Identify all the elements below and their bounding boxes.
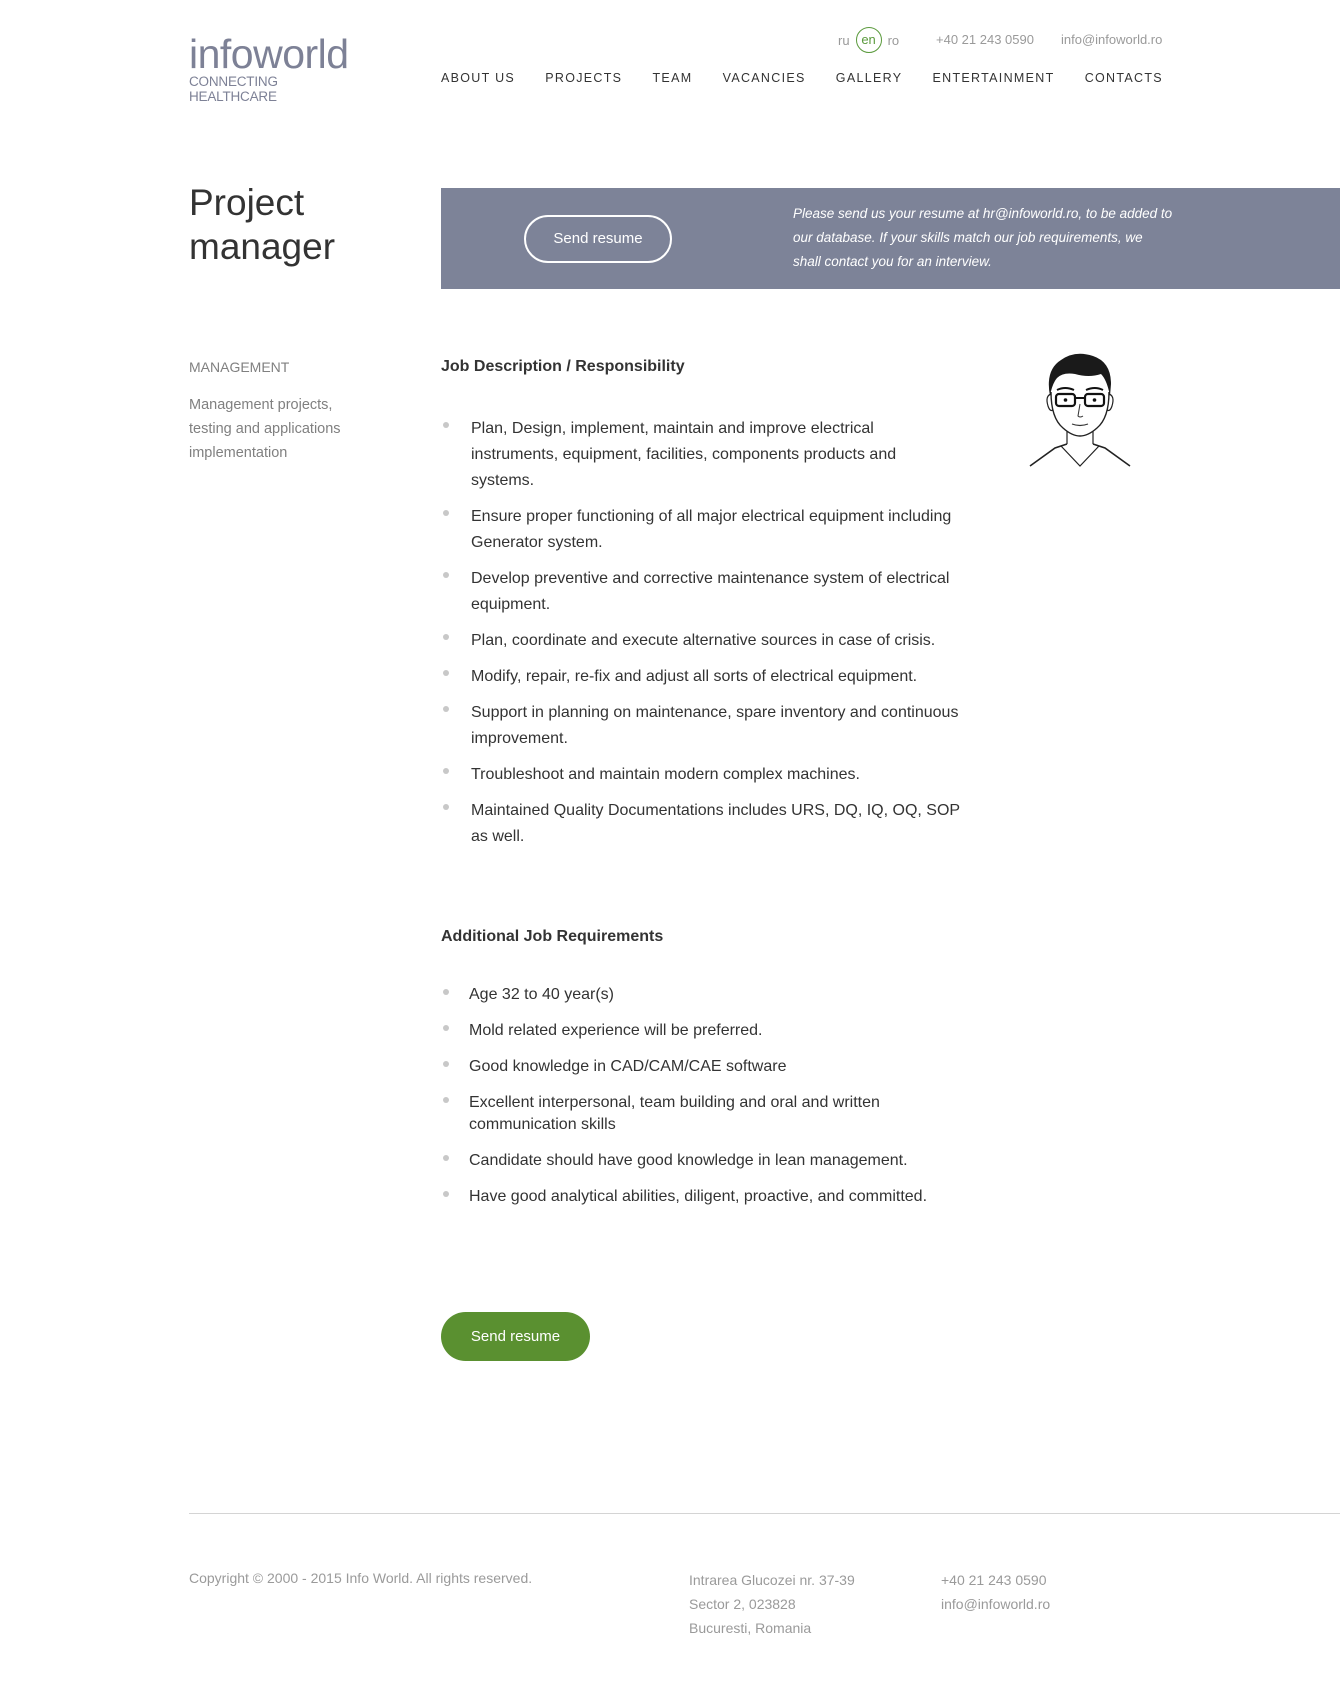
footer-phone[interactable]: +40 21 243 0590 (941, 1572, 1047, 1588)
list-item-text: Plan, Design, implement, maintain and improve electrical instruments, equipment, facilities, components products and systems. (471, 420, 897, 489)
logo[interactable] (189, 31, 359, 104)
list-item-text: Support in planning on maintenance, spare inventory and continuous improvement. (471, 704, 959, 747)
bullet-icon (443, 1155, 449, 1161)
nav-team[interactable]: TEAM (652, 71, 693, 85)
footer-email[interactable]: info@infoworld.ro (941, 1596, 1051, 1612)
list-item-text: Develop preventive and corrective maintenance system of electrical equipment. (471, 570, 950, 613)
list-item-text: Modify, repair, re-fix and adjust all sorts of electrical equipment. (471, 668, 918, 685)
nav-projects[interactable]: PROJECTS (545, 71, 623, 85)
list-item-text: Have good analytical abilities, diligent, proactive, and committed. (469, 1188, 928, 1205)
manager-avatar-icon (1025, 348, 1135, 468)
lang-en-link[interactable]: en (856, 27, 882, 53)
banner-send-resume-button[interactable]: Send resume (524, 215, 672, 263)
nav-vacancies[interactable]: VACANCIES (722, 71, 806, 85)
nav-gallery[interactable]: GALLERY (835, 71, 903, 85)
bullet-icon (443, 634, 449, 640)
list-item-text: Troubleshoot and maintain modern complex machines. (471, 766, 860, 783)
list-item-text: Mold related experience will be preferred. (469, 1022, 763, 1039)
list-item-text: Candidate should have good knowledge in lean management. (469, 1152, 908, 1169)
list-item (441, 1020, 961, 1042)
banner-text: Please send us your resume at hr@infoworld.ro, to be added to our database. If your skills match our job requirements, we shall contact you for an interview. (793, 206, 1173, 269)
bullet-icon (443, 804, 449, 810)
lang-ru-link[interactable]: ru (838, 32, 850, 48)
list-item (441, 628, 961, 654)
list-item-text: Good knowledge in CAD/CAM/CAE software (469, 1058, 787, 1075)
list-item (441, 504, 961, 556)
list-item (441, 1092, 961, 1136)
page-title-line1: Project (189, 182, 305, 223)
bullet-icon (443, 1097, 449, 1103)
list-item-text: Age 32 to 40 year(s) (469, 986, 614, 1003)
vacancy-category: MANAGEMENT (189, 359, 290, 375)
responsibilities-title: Job Description / Responsibility (441, 358, 685, 375)
list-item-text: Ensure proper functioning of all major electrical equipment including Generator system. (471, 508, 952, 551)
bullet-icon (443, 706, 449, 712)
list-item (441, 1186, 961, 1208)
nav-entertainment[interactable]: ENTERTAINMENT (932, 71, 1055, 85)
footer-copyright: Copyright © 2000 - 2015 Info World. All rights reserved. (189, 1570, 533, 1586)
list-item (441, 416, 961, 494)
lang-ro-link[interactable]: ro (887, 32, 900, 48)
list-item (441, 984, 961, 1006)
nav-about-us[interactable]: ABOUT US (441, 71, 516, 85)
resume-banner (441, 188, 1340, 289)
requirements-title: Additional Job Requirements (441, 928, 664, 945)
list-item (441, 1150, 961, 1172)
footer-contacts (941, 1568, 1050, 1616)
page-title (189, 181, 409, 269)
page-title-line2: manager (189, 226, 336, 267)
bullet-icon (443, 768, 449, 774)
bullet-icon (443, 670, 449, 676)
bullet-icon (443, 510, 449, 516)
footer-address-line: Bucuresti, Romania (689, 1620, 812, 1636)
footer-address-line: Intrarea Glucozei nr. 37-39 (689, 1572, 855, 1588)
bullet-icon (443, 1025, 449, 1031)
header-phone[interactable]: +40 21 243 0590 (936, 32, 1034, 47)
list-item-text: Maintained Quality Documentations includes URS, DQ, IQ, OQ, SOP as well. (471, 802, 960, 845)
list-item (441, 1056, 961, 1078)
requirements-list (441, 984, 961, 1222)
list-item (441, 762, 961, 788)
list-item-text: Excellent interpersonal, team building and oral and written communication skills (469, 1094, 880, 1133)
footer-address (689, 1568, 855, 1640)
main-nav (441, 71, 1163, 85)
list-item-text: Plan, coordinate and execute alternative sources in case of crisis. (471, 632, 936, 649)
logo-wordmark: infoworld (189, 31, 349, 77)
bullet-icon (443, 1061, 449, 1067)
list-item (441, 700, 961, 752)
nav-contacts[interactable]: CONTACTS (1084, 71, 1163, 85)
list-item (441, 798, 961, 850)
bullet-icon (443, 1191, 449, 1197)
responsibilities-list (441, 416, 961, 860)
language-switcher (838, 27, 899, 53)
vacancy-description: Management projects, testing and applications implementation (189, 397, 341, 461)
list-item (441, 566, 961, 618)
send-resume-button[interactable]: Send resume (441, 1312, 590, 1361)
bullet-icon (443, 989, 449, 995)
bullet-icon (443, 422, 449, 428)
bullet-icon (443, 572, 449, 578)
header-email[interactable]: info@infoworld.ro (1061, 32, 1163, 47)
list-item (441, 664, 961, 690)
logo-tagline: CONNECTING HEALTHCARE (189, 74, 278, 104)
footer-address-line: Sector 2, 023828 (689, 1596, 796, 1612)
footer-divider (189, 1513, 1340, 1514)
